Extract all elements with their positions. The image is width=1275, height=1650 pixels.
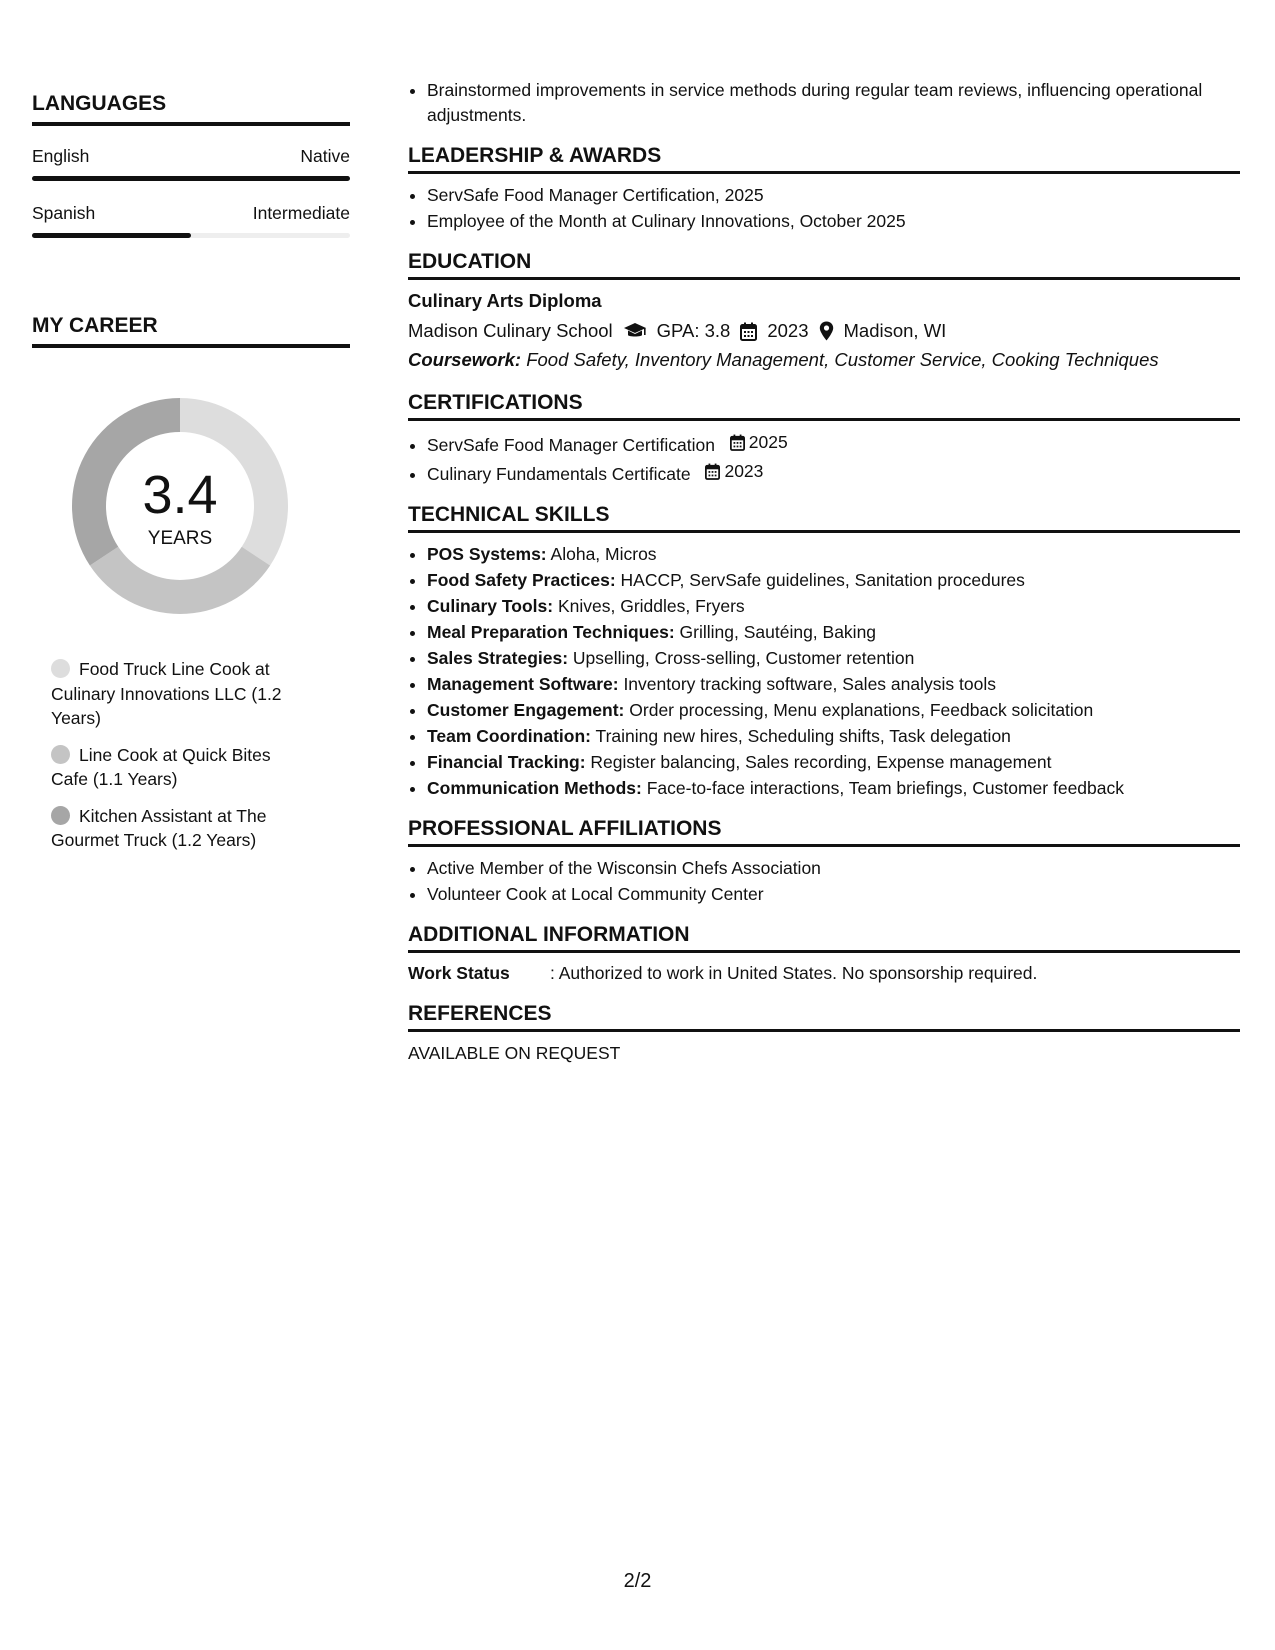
skill-value: Face-to-face interactions, Team briefings, Customer feedback — [646, 778, 1124, 798]
skill-value: Training new hires, Scheduling shifts, Task delegation — [595, 726, 1011, 746]
language-level: Intermediate — [252, 203, 350, 223]
list-item: • Employee of the Month at Culinary Innovations, October 2025 — [427, 209, 1240, 234]
language-proficiency-bar — [32, 176, 350, 181]
language-name: Spanish — [32, 203, 96, 223]
skill-value: Grilling, Sautéing, Baking — [679, 622, 877, 642]
career-legend-item — [51, 657, 311, 731]
skill-item — [427, 568, 1240, 593]
coursework-label: Coursework: — [408, 349, 522, 370]
education-school: Madison Culinary School — [408, 320, 613, 341]
skill-item — [427, 776, 1240, 801]
education-details — [408, 320, 1240, 342]
career-total-unit: YEARS — [147, 528, 213, 549]
skill-label: Customer Engagement: — [427, 700, 625, 720]
education-heading: EDUCATION — [408, 250, 1240, 280]
language-name: English — [32, 146, 90, 166]
skill-value: Inventory tracking software, Sales analysis tools — [623, 674, 996, 694]
certification-year: 2025 — [748, 432, 788, 452]
certifications-list — [408, 430, 1240, 487]
affiliations-list — [408, 856, 1240, 907]
list-item — [427, 430, 1240, 458]
skill-label: Communication Methods: — [427, 778, 642, 798]
education-coursework — [408, 349, 1240, 371]
references-heading: REFERENCES — [408, 1002, 1240, 1032]
list-item — [427, 459, 1240, 487]
skill-value: Aloha, Micros — [550, 544, 657, 564]
skill-item — [427, 724, 1240, 749]
skill-item — [427, 698, 1240, 723]
education-year: 2023 — [767, 320, 809, 341]
calendar-icon — [740, 322, 757, 341]
legend-dot — [51, 659, 70, 678]
skill-item — [427, 672, 1240, 697]
language-item — [32, 146, 350, 181]
certification-year-wrap — [705, 459, 763, 484]
additional-info-heading: ADDITIONAL INFORMATION — [408, 923, 1240, 953]
technical-skills-list — [408, 542, 1240, 801]
skill-item — [427, 750, 1240, 775]
skill-label: Sales Strategies: — [427, 648, 569, 668]
affiliations-heading: PROFESSIONAL AFFILIATIONS — [408, 817, 1240, 847]
certification-name: Culinary Fundamentals Certificate — [427, 464, 691, 484]
references-text: AVAILABLE ON REQUEST — [408, 1043, 621, 1063]
list-item: • Brainstormed improvements in service methods during regular team reviews, influencing operational adjustments. — [427, 78, 1240, 128]
language-level: Native — [300, 146, 350, 166]
career-heading: MY CAREER — [32, 314, 350, 348]
calendar-icon — [705, 463, 720, 480]
leadership-list — [408, 183, 1240, 234]
work-status-label: Work Status — [408, 963, 510, 983]
skill-label: Food Safety Practices: — [427, 570, 616, 590]
career-legend-item — [51, 743, 311, 792]
certification-year-wrap — [730, 430, 788, 455]
list-item: • Volunteer Cook at Local Community Center — [427, 882, 1240, 907]
page-number: 2/2 — [623, 1570, 652, 1592]
skill-label: Culinary Tools: — [427, 596, 554, 616]
education-degree: Culinary Arts Diploma — [408, 290, 602, 311]
career-legend — [51, 657, 311, 853]
language-proficiency-fill — [32, 176, 350, 181]
skill-value: Upselling, Cross-selling, Customer retention — [572, 648, 915, 668]
calendar-icon — [730, 434, 745, 451]
sidebar — [32, 92, 350, 865]
list-item: • Active Member of the Wisconsin Chefs Association — [427, 856, 1240, 881]
languages-heading: LANGUAGES — [32, 92, 350, 126]
legend-label: Food Truck Line Cook at Culinary Innovations LLC (1.2 Years) — [51, 659, 282, 728]
technical-skills-heading: TECHNICAL SKILLS — [408, 503, 1240, 533]
experience-continued-list — [408, 78, 1240, 128]
skill-item — [427, 646, 1240, 671]
main-content — [408, 78, 1240, 1064]
career-legend-item — [51, 804, 311, 853]
skill-label: Management Software: — [427, 674, 619, 694]
skill-item — [427, 594, 1240, 619]
legend-dot — [51, 745, 70, 764]
work-status-value: : Authorized to work in United States. No sponsorship required. — [550, 963, 1038, 983]
education-location: Madison, WI — [843, 320, 947, 341]
skill-item — [427, 542, 1240, 567]
legend-dot — [51, 806, 70, 825]
coursework-value: Food Safety, Inventory Management, Customer Service, Cooking Techniques — [526, 349, 1159, 370]
donut-center — [65, 391, 295, 621]
education-gpa: GPA: 3.8 — [656, 320, 731, 341]
skill-value: Register balancing, Sales recording, Expense management — [590, 752, 1052, 772]
skill-value: Knives, Griddles, Fryers — [557, 596, 745, 616]
skill-label: Meal Preparation Techniques: — [427, 622, 675, 642]
skill-label: POS Systems: — [427, 544, 547, 564]
career-donut-chart — [65, 391, 295, 621]
language-proficiency-bar — [32, 233, 350, 238]
graduation-cap-icon — [623, 322, 647, 340]
career-total-years: 3.4 — [142, 465, 218, 525]
list-item: • ServSafe Food Manager Certification, 2025 — [427, 183, 1240, 208]
work-status-row — [408, 963, 1240, 984]
skill-label: Team Coordination: — [427, 726, 591, 746]
certification-year: 2023 — [724, 461, 764, 481]
skill-value: HACCP, ServSafe guidelines, Sanitation procedures — [620, 570, 1025, 590]
skill-label: Financial Tracking: — [427, 752, 586, 772]
legend-label: Line Cook at Quick Bites Cafe (1.1 Years) — [51, 744, 271, 789]
skill-value: Order processing, Menu explanations, Feedback solicitation — [629, 700, 1094, 720]
certification-name: ServSafe Food Manager Certification — [427, 435, 715, 455]
map-pin-icon — [819, 321, 834, 341]
language-item — [32, 203, 350, 238]
leadership-heading: LEADERSHIP & AWARDS — [408, 144, 1240, 174]
language-proficiency-fill — [32, 233, 191, 238]
skill-item — [427, 620, 1240, 645]
certifications-heading: CERTIFICATIONS — [408, 391, 1240, 421]
legend-label: Kitchen Assistant at The Gourmet Truck (1.2 Years) — [51, 805, 267, 850]
